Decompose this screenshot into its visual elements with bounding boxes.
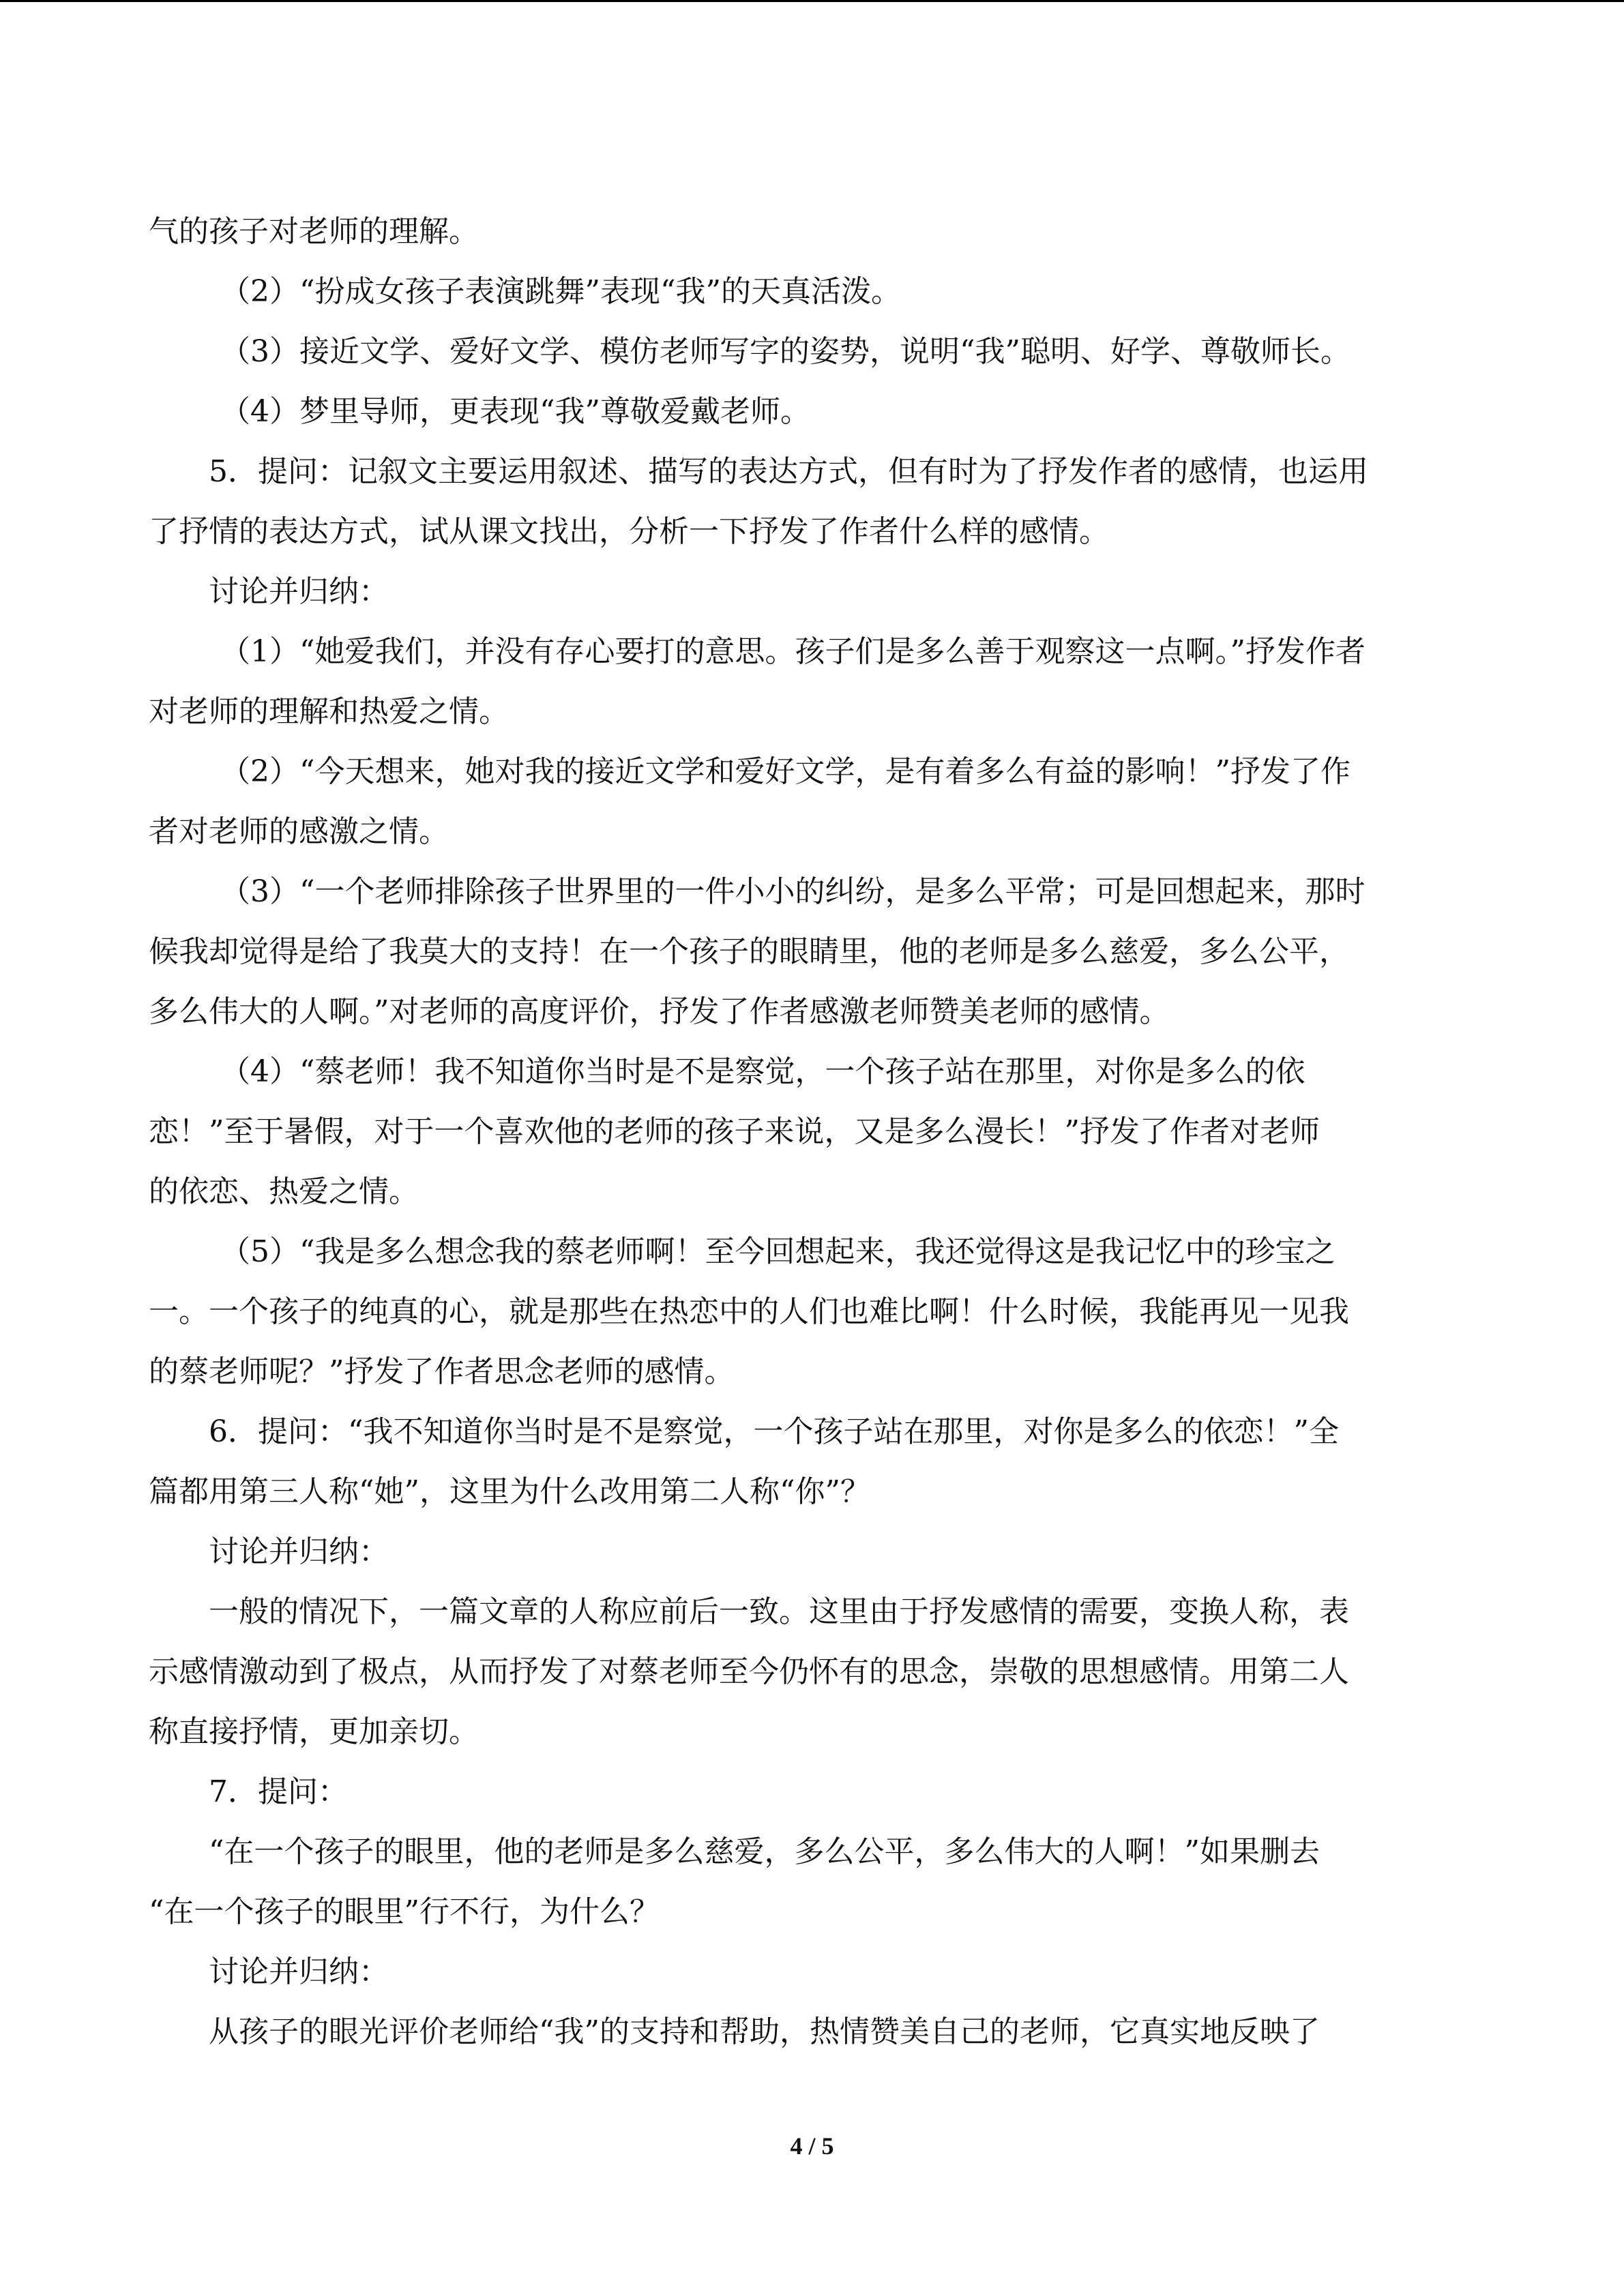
text-line-17: 的依恋、热爱之情。 — [149, 1174, 419, 1209]
text-line-24: 一般的情况下，一篇文章的人称应前后一致。这里由于抒发感情的需要，变换人称，表 — [209, 1594, 1349, 1629]
text-line-18: （5）“我是多么想念我的蔡老师啊！至今回想起来，我还觉得这是我记忆中的珍宝之 — [220, 1234, 1335, 1269]
text-line-4: （4）梦里导师，更表现“我”尊敬爱戴老师。 — [220, 394, 810, 429]
text-line-2: （2）“扮成女孩子表演跳舞”表现“我”的天真活泼。 — [220, 274, 901, 309]
document-body — [149, 202, 1477, 2062]
text-line-29: “在一个孩子的眼里”行不行，为什么？ — [149, 1894, 660, 1929]
text-line-21: 6．提问：“我不知道你当时是不是察觉，一个孩子站在那里，对你是多么的依恋！”全 — [209, 1414, 1339, 1449]
text-line-12: （3）“一个老师排除孩子世界里的一件小小的纠纷，是多么平常；可是回想起来，那时 — [220, 874, 1365, 909]
text-line-14: 多么伟大的人啊。”对老师的高度评价，抒发了作者感激老师赞美老师的感情。 — [149, 994, 1170, 1029]
text-line-26: 称直接抒情，更加亲切。 — [149, 1714, 479, 1749]
text-line-11: 者对老师的感激之情。 — [149, 814, 449, 849]
text-line-20: 的蔡老师呢？”抒发了作者思念老师的感情。 — [149, 1354, 735, 1389]
text-line-3: （3）接近文学、爱好文学、模仿老师写字的姿势，说明“我”聪明、好学、尊敬师长。 — [220, 334, 1350, 369]
text-line-15: （4）“蔡老师！我不知道你当时是不是察觉，一个孩子站在那里，对你是多么的依 — [220, 1054, 1305, 1089]
text-line-1: 气的孩子对老师的理解。 — [149, 214, 479, 249]
text-line-8: （1）“她爱我们，并没有存心要打的意思。孩子们是多么善于观察这一点啊。”抒发作者 — [220, 634, 1365, 669]
text-line-6: 了抒情的表达方式，试从课文找出，分析一下抒发了作者什么样的感情。 — [149, 514, 1109, 549]
text-line-19: 一。一个孩子的纯真的心，就是那些在热恋中的人们也难比啊！什么时候，我能再见一见我 — [149, 1294, 1349, 1329]
text-line-27: 7．提问： — [209, 1774, 348, 1809]
text-line-28: “在一个孩子的眼里，他的老师是多么慈爱，多么公平，多么伟大的人啊！”如果删去 — [209, 1834, 1320, 1869]
text-line-5: 5．提问：记叙文主要运用叙述、描写的表达方式，但有时为了抒发作者的感情，也运用 — [209, 454, 1368, 489]
text-line-23: 讨论并归纳： — [209, 1534, 389, 1569]
text-line-30: 讨论并归纳： — [209, 1954, 389, 1989]
text-line-13: 候我却觉得是给了我莫大的支持！在一个孩子的眼睛里，他的老师是多么慈爱，多么公平， — [149, 934, 1349, 969]
text-line-31: 从孩子的眼光评价老师给“我”的支持和帮助，热情赞美自己的老师，它真实地反映了 — [209, 2014, 1320, 2049]
text-line-16: 恋！”至于暑假，对于一个喜欢他的老师的孩子来说，又是多么漫长！”抒发了作者对老师 — [149, 1114, 1320, 1149]
page-number: 4 / 5 — [790, 2132, 834, 2160]
top-border-rule — [0, 0, 1624, 2]
text-line-10: （2）“今天想来，她对我的接近文学和爱好文学，是有着多么有益的影响！”抒发了作 — [220, 754, 1350, 789]
text-line-9: 对老师的理解和热爱之情。 — [149, 694, 509, 729]
text-line-25: 示感情激动到了极点，从而抒发了对蔡老师至今仍怀有的思念，崇敬的思想感情。用第二人 — [149, 1654, 1349, 1689]
text-line-22: 篇都用第三人称“她”，这里为什么改用第二人称“你”？ — [149, 1474, 870, 1509]
text-line-7: 讨论并归纳： — [209, 574, 389, 609]
